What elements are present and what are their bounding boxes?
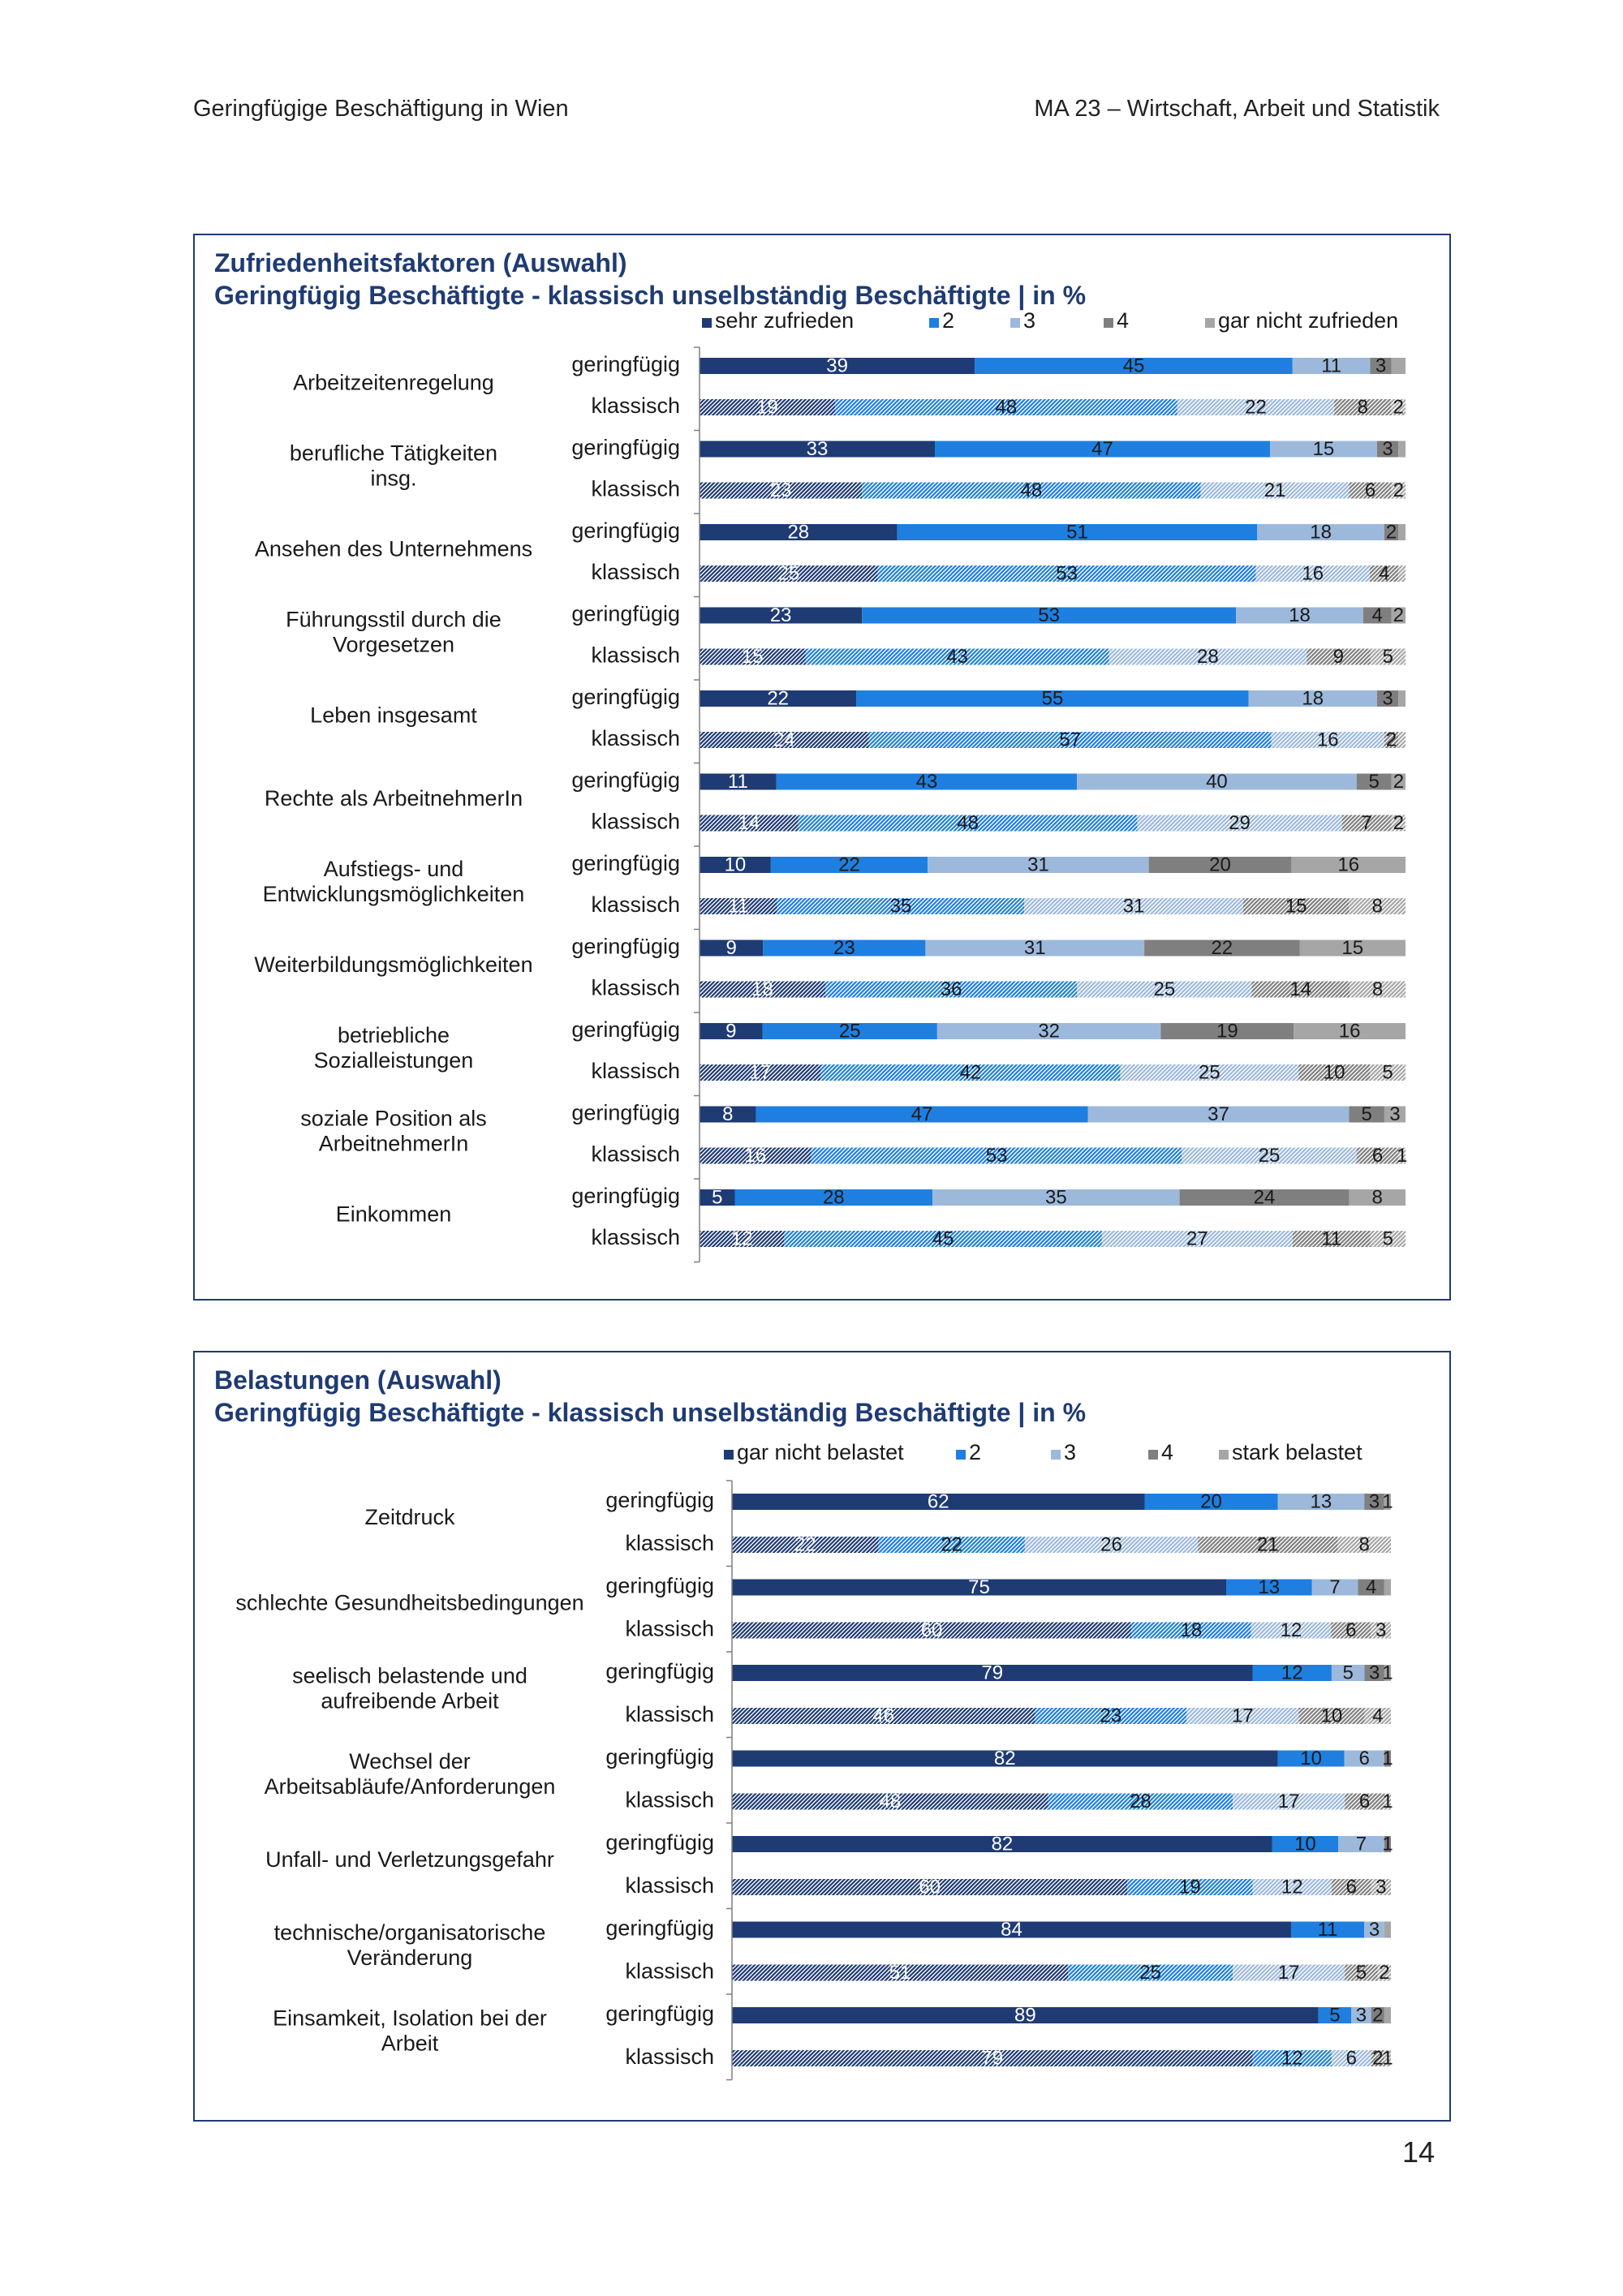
data-label: 26	[1100, 1533, 1122, 1556]
bar-segment	[1398, 690, 1406, 707]
data-label: 31	[1122, 895, 1145, 918]
category-label: seelisch belastende und aufreibende Arbeit	[292, 1663, 527, 1713]
data-label: 2	[1385, 729, 1397, 751]
data-label: 12	[1281, 1876, 1303, 1898]
data-label: 25	[777, 562, 800, 585]
data-label: 20	[1200, 1490, 1222, 1513]
data-label: 28	[787, 521, 810, 544]
data-label: 12	[730, 1228, 753, 1250]
row-label: klassisch	[591, 476, 680, 501]
data-label: 6	[1358, 1747, 1370, 1769]
data-label: 17	[1277, 1961, 1300, 1984]
data-label: 12	[1281, 2047, 1303, 2070]
category-group	[300, 1101, 1407, 1167]
data-label: 22	[767, 687, 790, 710]
data-label: 37	[1208, 1103, 1229, 1125]
data-label: 28	[1130, 1790, 1152, 1812]
data-label: 89	[1014, 2004, 1036, 2027]
data-label: 8	[1371, 1186, 1383, 1209]
data-label: 6	[1345, 1876, 1357, 1898]
row-label: klassisch	[625, 1787, 714, 1812]
row-label: klassisch	[625, 1873, 714, 1898]
data-label: 2	[1372, 2004, 1384, 2027]
row-label: geringfügig	[605, 2001, 714, 2027]
data-label: 24	[773, 729, 795, 751]
data-label: 13	[1310, 1490, 1332, 1513]
row-label: klassisch	[625, 1531, 714, 1556]
header-left: Geringfügige Beschäftigung in Wien	[193, 96, 569, 122]
data-label: 4	[1371, 604, 1383, 626]
data-label: 1	[1382, 1662, 1393, 1684]
category-label: schlechte Gesundheitsbedingungen	[235, 1590, 584, 1615]
row-label: geringfügig	[571, 352, 680, 377]
data-label: 1	[1397, 1144, 1408, 1167]
data-label: 22	[838, 853, 860, 876]
data-label: 55	[1041, 687, 1064, 710]
data-label: 21	[1264, 479, 1286, 501]
data-label: 23	[1100, 1705, 1122, 1727]
category-label: betriebliche Sozialleistungen	[313, 1022, 474, 1073]
data-label: 48	[879, 1790, 902, 1812]
data-label: 11	[727, 770, 748, 793]
bar-segment	[1392, 358, 1406, 374]
row-label: klassisch	[591, 1142, 680, 1167]
row-label: geringfügig	[605, 1744, 714, 1769]
chart-title: Zufriedenheitsfaktoren (Auswahl)	[214, 248, 627, 277]
bar-segment	[1384, 2007, 1391, 2023]
data-label: 8	[1371, 895, 1383, 918]
category-group	[265, 1830, 1393, 1898]
data-label: 1	[1382, 2047, 1393, 2070]
data-label: 15	[1341, 936, 1364, 959]
legend-swatch	[1010, 318, 1020, 328]
data-label: 2	[1393, 604, 1404, 626]
category-label: technische/organisatorische Veränderung	[273, 1920, 546, 1970]
data-label: 1	[1382, 1790, 1393, 1812]
data-label: 11	[728, 895, 749, 918]
row-label: geringfügig	[571, 767, 680, 793]
category-group	[263, 851, 1406, 917]
data-label: 17	[749, 1061, 772, 1084]
category-group	[265, 768, 1406, 834]
data-label: 18	[1180, 1619, 1203, 1641]
data-label: 32	[1038, 1020, 1061, 1043]
category-label: Weiterbildungsmöglichkeiten	[254, 952, 533, 977]
category-label: Zeitdruck	[364, 1504, 455, 1529]
data-label: 43	[915, 770, 938, 793]
row-label: klassisch	[591, 809, 680, 834]
data-label: 25	[1198, 1061, 1220, 1084]
data-label: 9	[1332, 645, 1345, 668]
category-group	[292, 1659, 1393, 1726]
data-label: 33	[806, 437, 829, 460]
row-label: klassisch	[591, 643, 680, 668]
row-label: klassisch	[625, 2044, 714, 2070]
data-label: 16	[1338, 1020, 1361, 1043]
data-label: 60	[920, 1619, 943, 1641]
data-label: 2	[1379, 1961, 1390, 1984]
data-label: 46	[872, 1705, 895, 1727]
data-label: 8	[1357, 396, 1368, 419]
category-group	[274, 1916, 1391, 1984]
data-label: 22	[1211, 936, 1233, 959]
data-label: 12	[1280, 1619, 1302, 1641]
data-label: 40	[1206, 770, 1228, 793]
data-label: 27	[1186, 1228, 1208, 1250]
row-label: geringfügig	[605, 1488, 714, 1513]
data-label: 19	[1216, 1020, 1238, 1043]
category-label: soziale Position als ArbeitnehmerIn	[300, 1106, 487, 1156]
row-label: geringfügig	[571, 435, 680, 460]
burden-chart	[195, 1352, 1449, 2120]
data-label: 84	[1001, 1918, 1022, 1941]
data-label: 6	[1345, 2047, 1357, 2070]
data-label: 53	[985, 1144, 1008, 1167]
data-label: 2	[1372, 2047, 1384, 2070]
data-label: 42	[959, 1061, 982, 1084]
data-label: 51	[889, 1961, 911, 1984]
legend-label: 3	[1064, 1440, 1077, 1464]
row-label: geringfügig	[571, 1184, 680, 1209]
data-label: 16	[744, 1144, 767, 1167]
legend-label: 2	[942, 308, 955, 333]
header-right: MA 23 – Wirtschaft, Arbeit und Statistik	[1034, 96, 1440, 122]
legend-label: gar nicht belastet	[737, 1440, 904, 1464]
data-label: 10	[724, 853, 747, 876]
data-label: 3	[1369, 1662, 1380, 1684]
data-label: 31	[1023, 936, 1046, 959]
data-label: 45	[1122, 355, 1145, 377]
row-label: geringfügig	[571, 601, 680, 626]
category-label: Rechte als ArbeitnehmerIn	[264, 785, 523, 810]
category-group	[314, 1017, 1406, 1083]
data-label: 1	[1382, 1747, 1393, 1769]
row-label: klassisch	[625, 1958, 714, 1984]
chart-subtitle: Geringfügig Beschäftigte - klassisch unselbständig Beschäftigte | in %	[214, 1398, 1087, 1427]
data-label: 25	[1258, 1144, 1281, 1167]
category-group	[255, 518, 1406, 584]
legend-swatch	[1051, 1450, 1061, 1460]
row-label: klassisch	[591, 1225, 680, 1250]
legend-swatch	[1219, 1450, 1229, 1460]
legend-label: 4	[1117, 308, 1130, 333]
category-label: Ansehen des Unternehmens	[254, 536, 533, 561]
data-label: 5	[1382, 1061, 1393, 1084]
data-label: 12	[1281, 1662, 1303, 1684]
data-label: 47	[911, 1103, 933, 1125]
data-label: 23	[769, 479, 792, 501]
data-label: 19	[1178, 1876, 1201, 1898]
data-label: 23	[769, 604, 792, 626]
data-label: 3	[1368, 1918, 1380, 1941]
chart-subtitle: Geringfügig Beschäftigte - klassisch unselbständig Beschäftigte | in %	[214, 281, 1087, 310]
data-label: 24	[1253, 1186, 1276, 1209]
bar-segment	[1398, 732, 1406, 748]
data-label: 5	[1329, 2004, 1341, 2027]
data-label: 17	[1277, 1790, 1300, 1812]
data-label: 8	[1371, 978, 1384, 1000]
data-label: 22	[794, 1533, 816, 1556]
data-label: 3	[1355, 2004, 1367, 2027]
data-label: 2	[1393, 770, 1405, 793]
legend-swatch	[1104, 318, 1113, 328]
row-label: geringfügig	[571, 851, 680, 876]
row-label: klassisch	[625, 1616, 714, 1641]
row-label: geringfügig	[571, 685, 680, 710]
category-group	[310, 685, 1406, 750]
row-label: klassisch	[591, 892, 680, 918]
category-group	[235, 1574, 1391, 1641]
data-label: 14	[1289, 978, 1312, 1000]
bar-segment	[1398, 524, 1406, 540]
data-label: 48	[995, 396, 1018, 419]
data-label: 35	[889, 895, 912, 918]
category-group	[265, 1745, 1393, 1812]
data-label: 10	[1300, 1747, 1322, 1769]
data-label: 5	[1342, 1662, 1354, 1684]
data-label: 3	[1375, 1876, 1387, 1898]
chart-title: Belastungen (Auswahl)	[214, 1365, 502, 1395]
legend-label: 4	[1161, 1440, 1174, 1464]
data-label: 6	[1364, 479, 1376, 501]
page-number: 14	[1401, 2135, 1435, 2169]
data-label: 2	[1393, 811, 1404, 834]
data-label: 48	[957, 811, 979, 834]
category-group	[273, 2001, 1393, 2069]
data-label: 60	[919, 1876, 941, 1898]
category-label: Aufstiegs- und Entwicklungsmöglichkeiten	[262, 856, 525, 906]
data-label: 22	[941, 1533, 963, 1556]
data-label: 3	[1375, 1619, 1387, 1641]
row-label: geringfügig	[571, 1100, 680, 1125]
data-label: 5	[1361, 1103, 1372, 1125]
data-label: 47	[1091, 437, 1113, 460]
row-label: klassisch	[591, 393, 680, 419]
row-label: klassisch	[591, 1059, 680, 1084]
data-label: 4	[1365, 1576, 1377, 1598]
data-label: 53	[1038, 604, 1061, 626]
row-label: klassisch	[591, 726, 680, 751]
data-label: 18	[1289, 604, 1311, 626]
data-label: 5	[1382, 645, 1393, 668]
data-label: 5	[1355, 1961, 1367, 1984]
data-label: 31	[1027, 853, 1049, 876]
data-label: 82	[991, 1833, 1014, 1855]
legend-label: sehr zufrieden	[715, 308, 855, 333]
data-label: 53	[1056, 562, 1078, 585]
row-label: klassisch	[625, 1702, 714, 1727]
legend-label: 3	[1023, 308, 1036, 333]
data-label: 16	[1302, 562, 1324, 585]
data-label: 1	[1382, 1490, 1393, 1513]
data-label: 3	[1368, 1490, 1380, 1513]
legend-label: 2	[969, 1440, 982, 1464]
data-label: 36	[940, 978, 962, 1000]
data-label: 35	[1044, 1186, 1067, 1209]
data-label: 20	[1209, 853, 1231, 876]
category-group	[293, 352, 1406, 418]
data-label: 25	[838, 1020, 861, 1043]
legend	[702, 308, 1398, 333]
data-label: 28	[1197, 645, 1219, 668]
data-label: 3	[1382, 437, 1393, 460]
category-label: Arbeitzeitenregelung	[293, 370, 494, 395]
category-label: Einkommen	[335, 1202, 452, 1227]
data-label: 82	[993, 1747, 1016, 1769]
row-label: geringfügig	[605, 1659, 714, 1684]
data-label: 11	[1321, 355, 1342, 377]
data-label: 51	[1066, 521, 1088, 544]
data-label: 6	[1371, 1144, 1384, 1167]
data-label: 9	[725, 1020, 737, 1043]
category-label: Unfall- und Verletzungsgefahr	[265, 1847, 554, 1872]
data-label: 3	[1389, 1103, 1401, 1125]
legend-label: gar nicht zufrieden	[1218, 308, 1399, 333]
data-label: 43	[946, 645, 968, 668]
category-label: Leben insgesamt	[310, 703, 477, 728]
category-label: Wechsel der Arbeitsabläufe/Anforderungen	[264, 1748, 556, 1799]
row-label: geringfügig	[605, 1915, 714, 1941]
category-group	[336, 1184, 1406, 1249]
bar-segment	[1398, 565, 1406, 582]
legend-swatch	[929, 318, 939, 328]
category-label: Führungsstil durch die Vorgesetzen	[286, 607, 502, 657]
data-label: 21	[1256, 1533, 1279, 1556]
category-label: berufliche Tätigkeiten insg.	[289, 441, 498, 491]
category-label: Einsamkeit, Isolation bei der Arbeit	[273, 2006, 547, 2056]
row-label: geringfügig	[605, 1573, 714, 1598]
legend-label: stark belastet	[1232, 1440, 1363, 1464]
chart-panel-satisfaction	[193, 234, 1451, 1301]
data-label: 25	[1153, 978, 1176, 1000]
data-label: 14	[738, 811, 760, 834]
data-label: 2	[1385, 521, 1397, 544]
data-label: 79	[981, 2047, 1004, 2070]
bar-segment	[1384, 1922, 1391, 1938]
legend-swatch	[724, 1450, 734, 1460]
legend-swatch	[1205, 318, 1215, 328]
legend-swatch	[702, 318, 712, 328]
data-label: 10	[1320, 1705, 1343, 1727]
satisfaction-chart	[195, 235, 1449, 1299]
data-label: 5	[712, 1186, 723, 1209]
data-label: 7	[1355, 1833, 1367, 1855]
row-label: geringfügig	[571, 1017, 680, 1043]
data-label: 10	[1294, 1833, 1316, 1855]
category-group	[290, 436, 1406, 501]
data-label: 3	[1382, 687, 1393, 710]
data-label: 15	[1285, 895, 1307, 918]
data-label: 11	[1317, 1918, 1338, 1941]
data-label: 18	[751, 978, 773, 1000]
row-label: geringfügig	[571, 934, 680, 959]
data-label: 11	[1321, 1228, 1342, 1250]
data-label: 4	[1372, 1705, 1384, 1727]
row-label: geringfügig	[571, 518, 680, 544]
data-label: 23	[833, 936, 855, 959]
data-label: 7	[1329, 1576, 1341, 1598]
data-label: 16	[1337, 853, 1360, 876]
legend-swatch	[1148, 1450, 1158, 1460]
data-label: 28	[822, 1186, 845, 1209]
row-label: klassisch	[591, 560, 680, 585]
row-label: klassisch	[591, 975, 680, 1000]
data-label: 29	[1229, 811, 1251, 834]
data-label: 1	[1382, 1833, 1393, 1855]
data-label: 2	[1393, 396, 1404, 419]
data-label: 16	[1316, 729, 1339, 751]
data-label: 57	[1059, 729, 1082, 751]
data-label: 2	[1393, 479, 1404, 501]
data-label: 7	[1361, 811, 1372, 834]
bar-segment	[1398, 441, 1406, 458]
data-label: 5	[1382, 1228, 1393, 1250]
data-label: 18	[1310, 521, 1332, 544]
data-label: 10	[1323, 1061, 1345, 1084]
row-label: geringfügig	[605, 1830, 714, 1855]
bar-segment	[1384, 1580, 1391, 1596]
legend	[724, 1440, 1363, 1464]
data-label: 75	[968, 1576, 990, 1598]
data-label: 13	[1258, 1576, 1281, 1598]
data-label: 3	[1375, 355, 1387, 377]
data-label: 6	[1358, 1790, 1371, 1812]
data-label: 15	[1312, 437, 1335, 460]
data-label: 4	[1378, 562, 1390, 585]
category-group	[364, 1488, 1393, 1555]
data-label: 45	[932, 1228, 954, 1250]
data-label: 18	[1302, 687, 1324, 710]
category-group	[254, 935, 1406, 1000]
data-label: 6	[1345, 1619, 1357, 1641]
data-label: 48	[1020, 479, 1043, 501]
data-label: 17	[1231, 1705, 1254, 1727]
data-label: 39	[826, 355, 849, 377]
data-label: 8	[722, 1103, 734, 1125]
data-label: 9	[725, 936, 737, 959]
data-label: 8	[1358, 1533, 1370, 1556]
category-group	[286, 602, 1406, 668]
data-label: 19	[756, 396, 778, 419]
chart-panel-burdens	[193, 1351, 1451, 2122]
data-label: 25	[1139, 1961, 1161, 1984]
data-label: 79	[981, 1662, 1004, 1684]
data-label: 5	[1368, 770, 1380, 793]
legend-swatch	[956, 1450, 966, 1460]
data-label: 15	[741, 645, 764, 668]
data-label: 22	[1245, 396, 1267, 419]
data-label: 62	[927, 1490, 949, 1513]
